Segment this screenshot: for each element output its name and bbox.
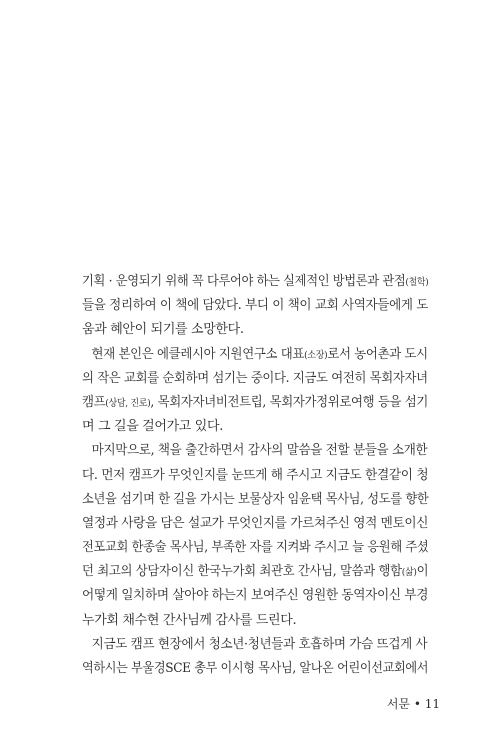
page-number-label: 서문 • 11 [386, 697, 440, 711]
text-line [82, 270, 429, 294]
line-text: 지금도 캠프 현장에서 청소년·청년들과 호흡하며 가슴 뜨겁게 사 [91, 636, 428, 652]
line-text: 전포교회 한종술 목사님, 부족한 자를 지켜봐 주시고 늘 응원해 주셨 [82, 540, 429, 556]
line-text: 들을 정리하여 이 책에 담았다. 부디 이 책이 교회 사역자들에게 도 [82, 298, 429, 314]
line-text: 역하시는 부울경SCE 총무 이시형 목사님, 알나온 어린이선교회에서 [82, 661, 429, 676]
line-text: 다. 먼저 캠프가 무엇인지를 눈뜨게 해 주시고 지금도 한결같이 청 [82, 467, 429, 483]
text-line [82, 391, 429, 415]
annotation-text: (상담, 진로) [105, 397, 151, 409]
text-line [82, 657, 429, 681]
line-text: 현재 본인은 에클레시아 지원연구소 대표 [91, 346, 305, 362]
text-line [82, 536, 429, 560]
line-text: 소년을 섬기며 한 길을 가시는 보물상자 임윤택 목사님, 성도를 향한 [82, 491, 429, 507]
paragraph-start-line [82, 439, 428, 463]
line-text: 누가회 채수현 간사님께 감사를 드린다. [82, 612, 297, 628]
text-line [82, 464, 429, 488]
text-line [82, 609, 428, 633]
text-line [82, 294, 429, 318]
annotation-text: (소장) [304, 349, 328, 361]
paragraph-start-line [82, 343, 428, 367]
line-text: 기획 · 운영되기 위해 꼭 다루어야 하는 실제적인 방법론과 관점 [82, 274, 406, 289]
text-line [82, 560, 429, 584]
line-text: 열정과 사랑을 담은 설교가 무엇인지를 가르쳐주신 영적 멘토이신 [82, 515, 429, 531]
text-line [82, 367, 428, 391]
line-text: 어떻게 일치하며 살아야 하는지 보여주신 영원한 동역자이신 부경 [82, 588, 429, 604]
text-line [82, 415, 428, 439]
annotation-text: (철학) [405, 277, 429, 288]
line-text: 의 작은 교회를 순회하며 섬기는 중이다. 지금도 여전히 목회자자녀 [82, 370, 428, 386]
annotation-text: (삶) [401, 567, 417, 579]
line-text: 움과 혜안이 되기를 소망한다. [82, 322, 244, 338]
line-text: 캠프 [82, 394, 106, 410]
text-line [82, 512, 429, 536]
text-line [82, 488, 429, 512]
body-text [82, 270, 428, 681]
line-text-continued: 이 [416, 564, 429, 580]
text-line [82, 318, 428, 342]
text-line [82, 584, 429, 608]
line-text: 마지막으로, 책을 출간하면서 감사의 말씀을 전할 분들을 소개한 [91, 443, 428, 459]
line-text: 던 최고의 상담자이신 한국누가회 최관호 간사님, 말씀과 행함 [82, 564, 402, 580]
line-text: 며 그 길을 걸어가고 있다. [82, 419, 223, 435]
line-text-continued: , 목회자자녀비전트립, 목회자가정위로여행 등을 섬기 [150, 394, 429, 410]
paragraph-start-line [82, 633, 428, 657]
page-footer [380, 695, 440, 712]
line-text-continued: 로서 농어촌과 도시 [327, 346, 428, 362]
